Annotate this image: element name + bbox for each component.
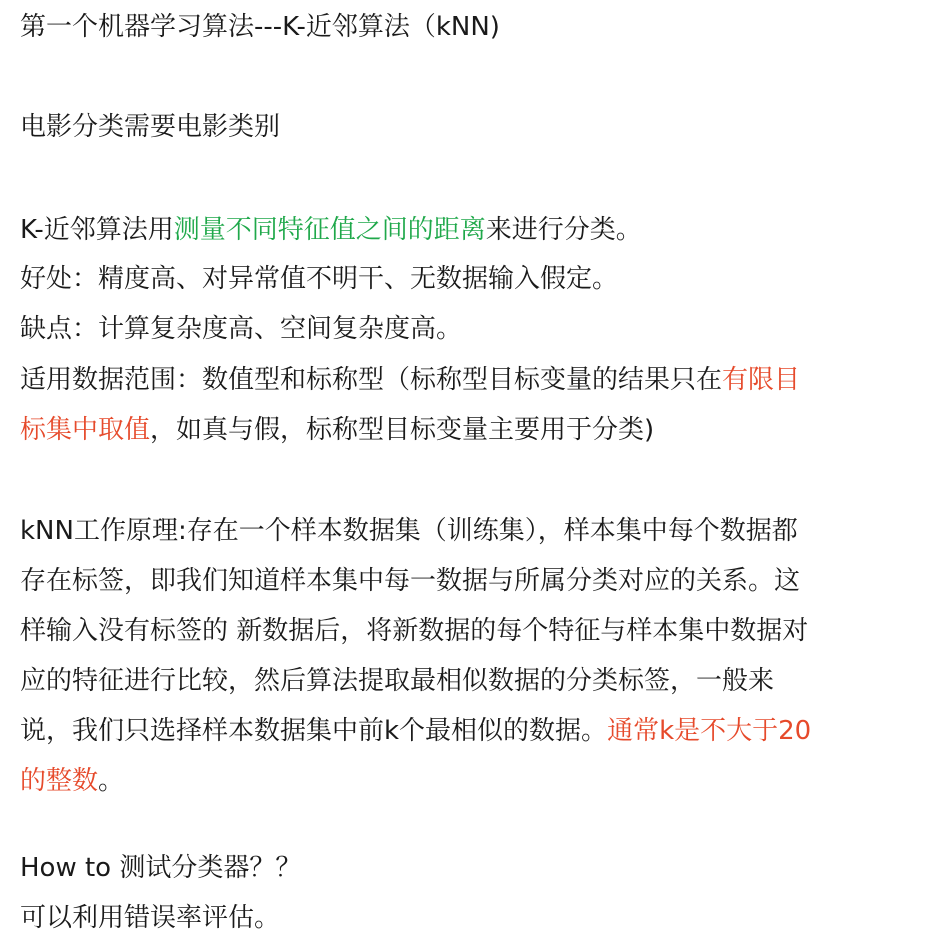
principle-line6-after: 。 bbox=[98, 766, 125, 796]
test-question-line bbox=[20, 843, 301, 893]
principle-line4-text: 应的特征进行比较，然后算法提取最相似数据的分类标签，一般来 bbox=[20, 666, 775, 696]
movie-note bbox=[20, 102, 280, 152]
principle-line1-text: kNN工作原理:存在一个样本数据集（训练集），样本集中每个数据都 bbox=[20, 516, 798, 546]
pros-text: 好处：精度高、对异常值不明干、无数据输入假定。 bbox=[20, 264, 619, 294]
test-answer-text: 可以利用错误率评估。 bbox=[20, 903, 281, 933]
cons-text: 缺点：计算复杂度高、空间复杂度高。 bbox=[20, 314, 463, 344]
title-text: 第一个机器学习算法---K-近邻算法（kNN) bbox=[20, 12, 500, 42]
definition-line bbox=[20, 205, 642, 255]
pros-line bbox=[20, 254, 618, 304]
movie-note-text: 电影分类需要电影类别 bbox=[20, 112, 281, 142]
principle-line2-text: 存在标签，即我们知道样本集中每一数据与所属分类对应的关系。这 bbox=[20, 566, 801, 596]
definition-highlight: 测量不同特征值之间的距离 bbox=[173, 215, 486, 245]
principle-line5-before: 说，我们只选择样本数据集中前k个最相似的数据。 bbox=[20, 716, 608, 746]
principle-line-6 bbox=[20, 756, 124, 806]
principle-line-4 bbox=[20, 656, 774, 706]
cons-line bbox=[20, 304, 462, 354]
scope-line-2 bbox=[20, 405, 654, 455]
scope-line1-highlight: 有限目 bbox=[722, 365, 801, 395]
document-title bbox=[20, 2, 500, 52]
principle-line5-highlight: 通常k是不大于20 bbox=[607, 716, 812, 746]
scope-line2-after: ，如真与假，标称型目标变量主要用于分类) bbox=[150, 415, 655, 445]
principle-line6-highlight: 的整数 bbox=[20, 766, 99, 796]
scope-line1-before: 适用数据范围：数值型和标称型（标称型目标变量的结果只在 bbox=[20, 365, 723, 395]
scope-line-1 bbox=[20, 355, 800, 405]
principle-line-3 bbox=[20, 606, 808, 656]
definition-after: 来进行分类。 bbox=[485, 215, 642, 245]
test-answer-line bbox=[20, 893, 280, 943]
scope-line2-highlight: 标集中取值 bbox=[20, 415, 151, 445]
principle-line-1 bbox=[20, 506, 798, 556]
principle-line-2 bbox=[20, 556, 800, 606]
principle-line-5 bbox=[20, 706, 811, 756]
definition-before: K-近邻算法用 bbox=[20, 215, 174, 245]
principle-line3-text: 样输入没有标签的 新数据后，将新数据的每个特征与样本集中数据对 bbox=[20, 616, 809, 646]
test-question-text: How to 测试分类器？？ bbox=[20, 853, 302, 883]
